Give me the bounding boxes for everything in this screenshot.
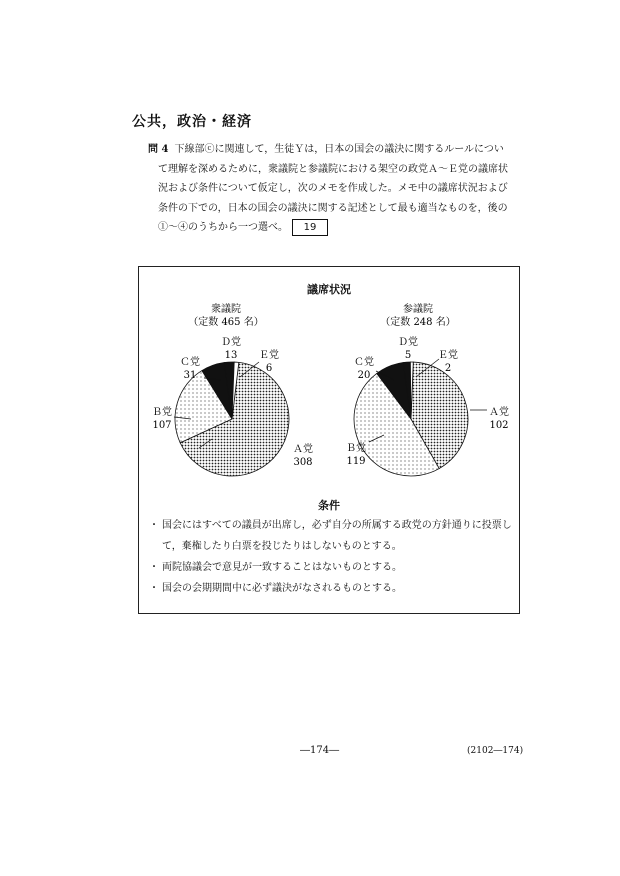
lower-slice-c-label: Ｃ党 <box>180 357 200 368</box>
conditions-heading: 条件 <box>318 499 340 512</box>
lower-slice-a-label: Ａ党 <box>293 444 313 455</box>
upper-slice-b-value: 119 <box>346 456 366 467</box>
upper-slice-b-label: Ｂ党 <box>346 443 366 454</box>
condition-item: ・ 国会の会期期間中に必ず議決がなされるものとする。 <box>149 578 513 599</box>
lower-slice-e-label: Ｅ党 <box>259 350 279 361</box>
upper-slice-a-value: 102 <box>489 420 509 431</box>
lower-slice-d-label: Ｄ党 <box>221 337 241 348</box>
condition-item: ・ 国会にはすべての議員が出席し，必ず自分の所属する政党の方針通りに投票して，棄権したり白票を投じたりはしないものとする。 <box>149 515 513 557</box>
condition-item: ・ 両院協議会で意見が一致することはないものとする。 <box>149 557 513 578</box>
question-text-3: 況および条件について仮定し，次のメモを作成した。メモ中の議席状況および <box>158 183 508 194</box>
question-text-4: 条件の下での，日本の国会の議決に関する記述として最も適当なものを，後の <box>158 202 508 214</box>
lower-slice-b-label: Ｂ党 <box>152 407 172 418</box>
page-code: (2102―174) <box>467 746 524 756</box>
seat-status-heading: 議席状況 <box>307 283 351 296</box>
upper-slice-c-label: Ｃ党 <box>354 357 374 368</box>
question-text-2: て理解を深めるために，衆議院と参議院における架空の政党Ａ～Ｅ党の議席状 <box>158 163 508 175</box>
memo-box <box>138 266 520 614</box>
lower-slice-a-value: 308 <box>293 457 313 468</box>
upper-slice-d-value: 5 <box>404 350 412 361</box>
upper-slice-e-label: Ｅ党 <box>438 350 458 361</box>
upper-house-title: 参議院 <box>403 304 433 315</box>
upper-slice-a-label: Ａ党 <box>489 407 509 418</box>
lower-house-title: 衆議院 <box>211 304 241 315</box>
lower-slice-b-value: 107 <box>152 420 172 431</box>
question-text-1: 下線部ⓒに関連して，生徒Ｙは，日本の国会の議決に関するルールについ <box>174 144 504 155</box>
question-label: 問 4 <box>148 144 169 155</box>
pie-charts <box>139 267 521 507</box>
lower-house-capacity: （定数 465 名） <box>188 317 264 328</box>
pie-chart-upper-house <box>346 302 509 476</box>
question-text-5: ①～④のうちから一つ選べ。 <box>158 222 288 233</box>
question-block <box>148 140 530 238</box>
lower-slice-e-value: 6 <box>265 363 273 374</box>
page-number: ―174― <box>300 745 340 756</box>
conditions-list <box>149 515 513 599</box>
answer-number-box: 19 <box>292 219 328 236</box>
lower-slice-d-value: 13 <box>224 350 238 361</box>
upper-house-capacity: （定数 248 名） <box>380 317 456 328</box>
pie-chart-lower-house <box>152 302 313 476</box>
upper-slice-c-value: 20 <box>357 370 371 381</box>
upper-slice-d-label: Ｄ党 <box>398 337 418 348</box>
question-line-1 <box>148 140 530 160</box>
section-title: 公共，政治・経済 <box>132 114 252 130</box>
question-line-5 <box>148 218 530 238</box>
upper-slice-e-value: 2 <box>444 363 452 374</box>
lower-slice-c-value: 31 <box>183 370 197 381</box>
